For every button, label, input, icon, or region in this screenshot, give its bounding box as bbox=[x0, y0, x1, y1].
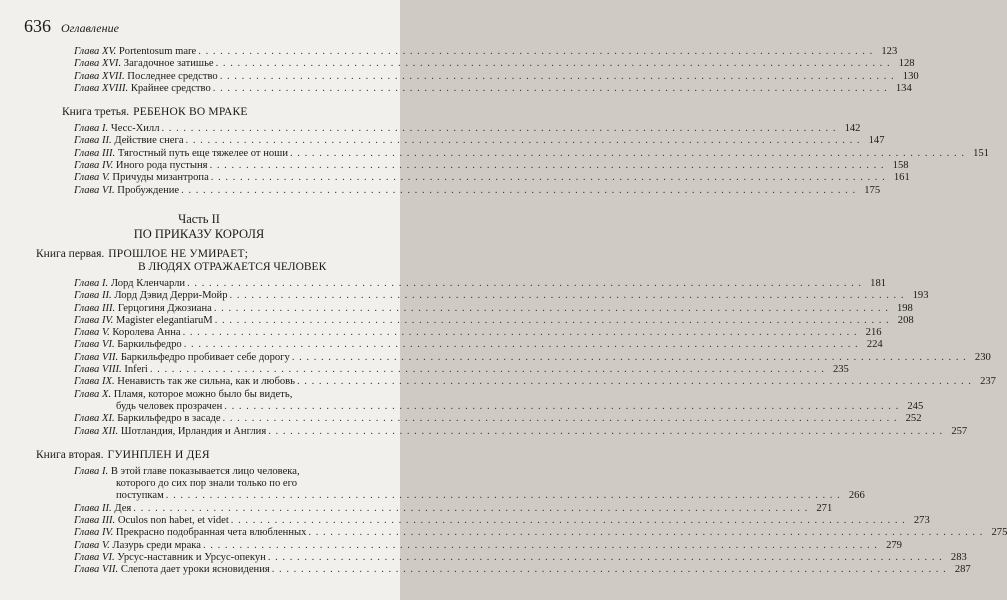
running-head-title: Оглавление bbox=[61, 21, 119, 35]
book1-title-line2: В ЛЮДЯХ ОТРАЖАЕТСЯ ЧЕЛОВЕК bbox=[138, 260, 327, 273]
toc-entry: Глава IV. Иного рода пустыня . . . 158 bbox=[62, 160, 374, 172]
toc-entry: Глава XII. Шотландия, Ирландия и Англия . . . 257 bbox=[62, 426, 374, 438]
toc-entry: Глава V. Королева Анна . . . 216 bbox=[62, 327, 374, 339]
book3-block bbox=[62, 106, 989, 197]
running-head bbox=[24, 16, 374, 46]
book1-block bbox=[36, 247, 996, 438]
toc-entry: Глава II. Дея . . . 271 bbox=[62, 503, 374, 515]
toc-entry: Глава I. Лорд Кленчарли . . . 181 bbox=[62, 278, 374, 290]
toc-entry: Глава III. Герцогиня Джозиана . . . 198 bbox=[62, 303, 374, 315]
toc-entry: Глава III. Тягостный путь еще тяжелее от ноши . . . 151 bbox=[62, 148, 374, 160]
toc-entry: Глава X. Пламя, которое можно было бы видеть, будь человек прозрачен . . . 245 bbox=[62, 389, 374, 414]
toc-entry: Глава VI. Урсус-наставник и Урсус-опекун . . . 283 bbox=[62, 552, 374, 564]
toc-entry: Глава III. Oculos non habet, et videt . . . 273 bbox=[62, 515, 374, 527]
toc-entry: Глава IX. Ненависть так же сильна, как и любовь . . . 237 bbox=[62, 376, 374, 388]
toc-entry: Глава I. Чесс-Хилл . . . 142 bbox=[62, 123, 374, 135]
toc-entry: Глава XVIII. Крайнее средство . . . 134 bbox=[62, 83, 374, 95]
book2-block bbox=[36, 448, 1007, 577]
toc-entry: Глава XVII. Последнее средство . . . 130 bbox=[62, 71, 374, 83]
toc-top-block bbox=[62, 46, 919, 95]
toc-entry: Глава I. В этой главе показывается лицо человека, которого до сих пор знали только по его поступкам . . . 266 bbox=[62, 466, 374, 503]
toc-entry: Глава II. Действие снега . . . 147 bbox=[62, 135, 374, 147]
toc-entry: Глава V. Причуды мизантропа . . . 161 bbox=[62, 172, 374, 184]
page-number: 636 bbox=[24, 16, 51, 36]
toc-entry: Глава VII. Слепота дает уроки ясновидения . . . 287 bbox=[62, 564, 374, 576]
book1-title: Книга первая. ПРОШЛОЕ НЕ УМИРАЕТ; bbox=[36, 247, 249, 260]
toc-entry: Глава VI. Пробуждение . . . 175 bbox=[62, 185, 374, 197]
toc-entry: Глава XVI. Загадочное затишье . . . 128 bbox=[62, 58, 374, 70]
book3-title: Книга третья. РЕБЕНОК ВО МРАКЕ bbox=[62, 106, 248, 119]
toc-entry: Глава IV. Прекрасно подобранная чета влюбленных . . . 275 bbox=[62, 527, 374, 539]
part-label: Часть II bbox=[178, 211, 220, 226]
toc-entry: Глава II. Лорд Дэвид Дерри-Мойр . . . 193 bbox=[62, 290, 374, 302]
toc-entry: Глава V. Лазурь среди мрака . . . 279 bbox=[62, 540, 374, 552]
toc-entry: Глава VII. Баркильфедро пробивает себе дорогу . . . 230 bbox=[62, 352, 374, 364]
toc-entry: Глава VI. Баркильфедро . . . 224 bbox=[62, 339, 374, 351]
toc-entry: Глава VIII. Inferi . . . 235 bbox=[62, 364, 374, 376]
toc-entry: Глава XV. Portentosum mare . . . 123 bbox=[62, 46, 374, 58]
toc-entry: Глава XI. Баркильфедро в засаде . . . 252 bbox=[62, 413, 374, 425]
book2-title: Книга вторая. ГУИНПЛЕН И ДЕЯ bbox=[36, 448, 210, 461]
part-title: ПО ПРИКАЗУ КОРОЛЯ bbox=[133, 226, 265, 241]
toc-entry: Глава IV. Magister elegantiaruM . . . 208 bbox=[62, 315, 374, 327]
